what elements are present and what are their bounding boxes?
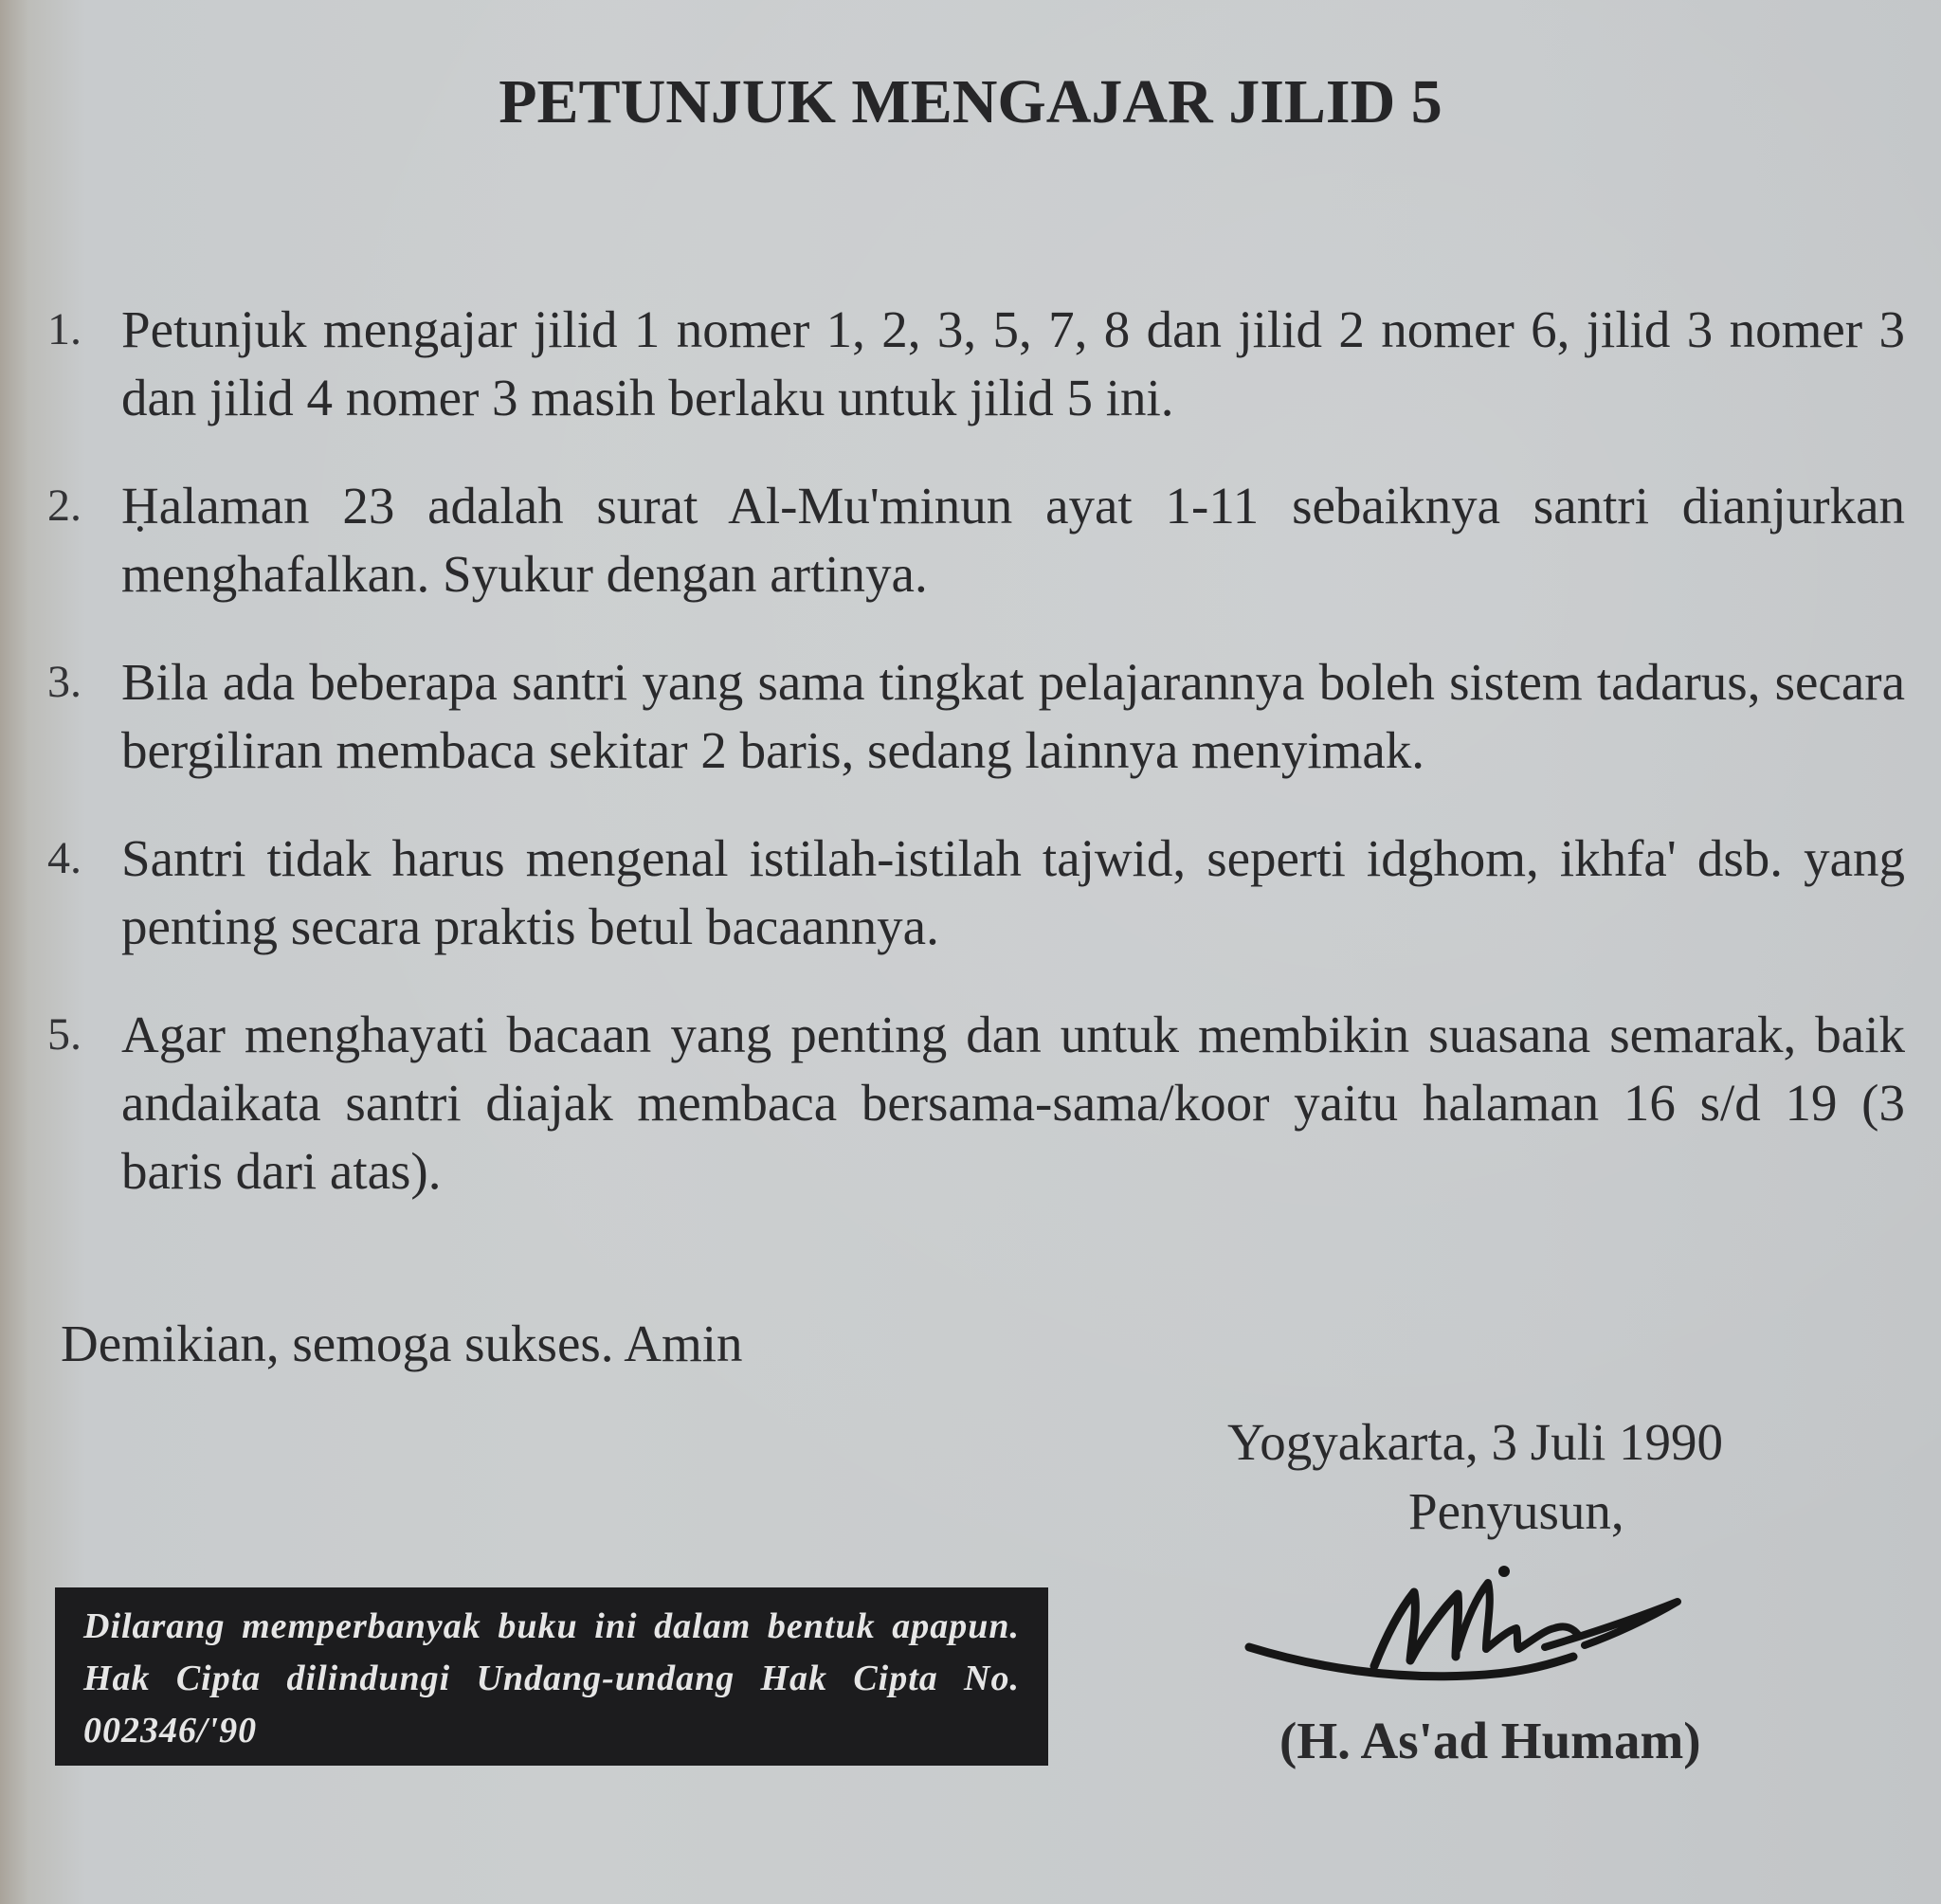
list-item-text: Ḥalaman 23 adalah surat Al-Mu'minun ayat 1-11 sebaiknya santri dianjurkan menghafalkan. Syukur dengan artinya. (121, 477, 1905, 603)
list-item-number: 2. (47, 481, 82, 531)
signature-image (1232, 1554, 1725, 1696)
signer-name: (H. As'ad Humam) (1279, 1712, 1701, 1769)
list-item (38, 825, 1905, 961)
copyright-notice-text: Dilarang memperbanyak buku ini dalam bentuk apapun. Hak Cipta dilindungi Undang-undang Hak Cipta No. 002346/'90 (83, 1606, 1020, 1750)
page-title: PETUNJUK MENGAJAR JILID 5 (499, 67, 1442, 136)
instruction-list (38, 296, 1905, 1245)
list-item-text: Agar menghayati bacaan yang penting dan untuk membikin suasana semarak, baik andaikata santri diajak membaca bersama-sama/koor yaitu halaman 16 s/d 19 (3 baris dari atas). (121, 1006, 1905, 1200)
list-item-text: Bila ada beberapa santri yang sama tingkat pelajarannya boleh sistem tadarus, secara bergiliran membaca sekitar 2 baris, sedang lainnya menyimak. (121, 653, 1905, 779)
list-item-number: 5. (47, 1009, 82, 1060)
list-item (38, 648, 1905, 785)
compiler-label: Penyusun, (1408, 1482, 1624, 1540)
list-item-text: Santri tidak harus mengenal istilah-istilah tajwid, seperti idghom, ikhfa' dsb. yang penting secara praktis betul bacaannya. (121, 829, 1905, 955)
list-item-number: 1. (47, 304, 82, 354)
list-item (38, 1001, 1905, 1206)
copyright-notice-box (55, 1587, 1048, 1766)
list-item-number: 4. (47, 833, 82, 883)
place-date: Yogyakarta, 3 Juli 1990 (1227, 1413, 1724, 1471)
list-item (38, 472, 1905, 608)
list-item-number: 3. (47, 657, 82, 707)
list-item (38, 296, 1905, 432)
list-item-text: Petunjuk mengajar jilid 1 nomer 1, 2, 3, 5, 7, 8 dan jilid 2 nomer 6, jilid 3 nomer 3 dan jilid 4 nomer 3 masih berlaku untuk jilid 5 ini. (121, 300, 1905, 426)
closing-remark: Demikian, semoga sukses. Amin (61, 1315, 743, 1372)
